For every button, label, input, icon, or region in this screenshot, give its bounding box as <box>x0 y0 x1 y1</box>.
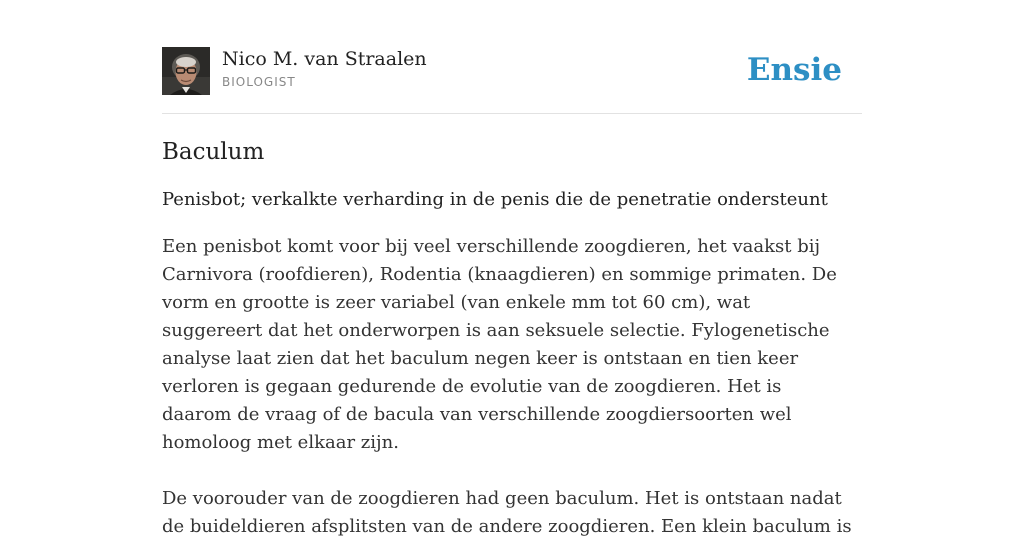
author-avatar[interactable] <box>162 47 210 95</box>
avatar-portrait-image <box>162 47 210 95</box>
article-body <box>162 233 852 541</box>
article-paragraph: Een penisbot komt voor bij veel verschillende zoogdieren, het vaakst bij Carnivora (roofdieren), Rodentia (knaagdieren) en sommige primaten. De vorm en grootte is zeer variabel (van enkele mm tot 60 cm), wat suggereert dat het onderworpen is aan seksuele selectie. Fylogenetische analyse laat zien dat het baculum negen keer is ontstaan en tien keer verloren is gegaan gedurende de evolutie van de zoogdieren. Het is daarom de vraag of de bacula van verschillende zoogdiersoorten wel homoloog met elkaar zijn. <box>162 236 837 453</box>
article-title: Baculum <box>162 139 265 165</box>
header-divider <box>162 113 862 114</box>
article-definition: Penisbot; verkalkte verharding in de penis die de penetratie ondersteunt <box>162 189 828 210</box>
author-name[interactable]: Nico M. van Straalen <box>222 48 427 70</box>
ensie-logo-link[interactable]: Ensie <box>746 52 842 88</box>
article-paragraph: De voorouder van de zoogdieren had geen baculum. Het is ontstaan nadat de buideldieren afsplitsten van de andere zoogdieren. Een klein baculum is <box>162 488 852 537</box>
author-header <box>162 46 862 96</box>
author-role: BIOLOGIST <box>222 75 296 89</box>
article-content <box>162 136 852 541</box>
